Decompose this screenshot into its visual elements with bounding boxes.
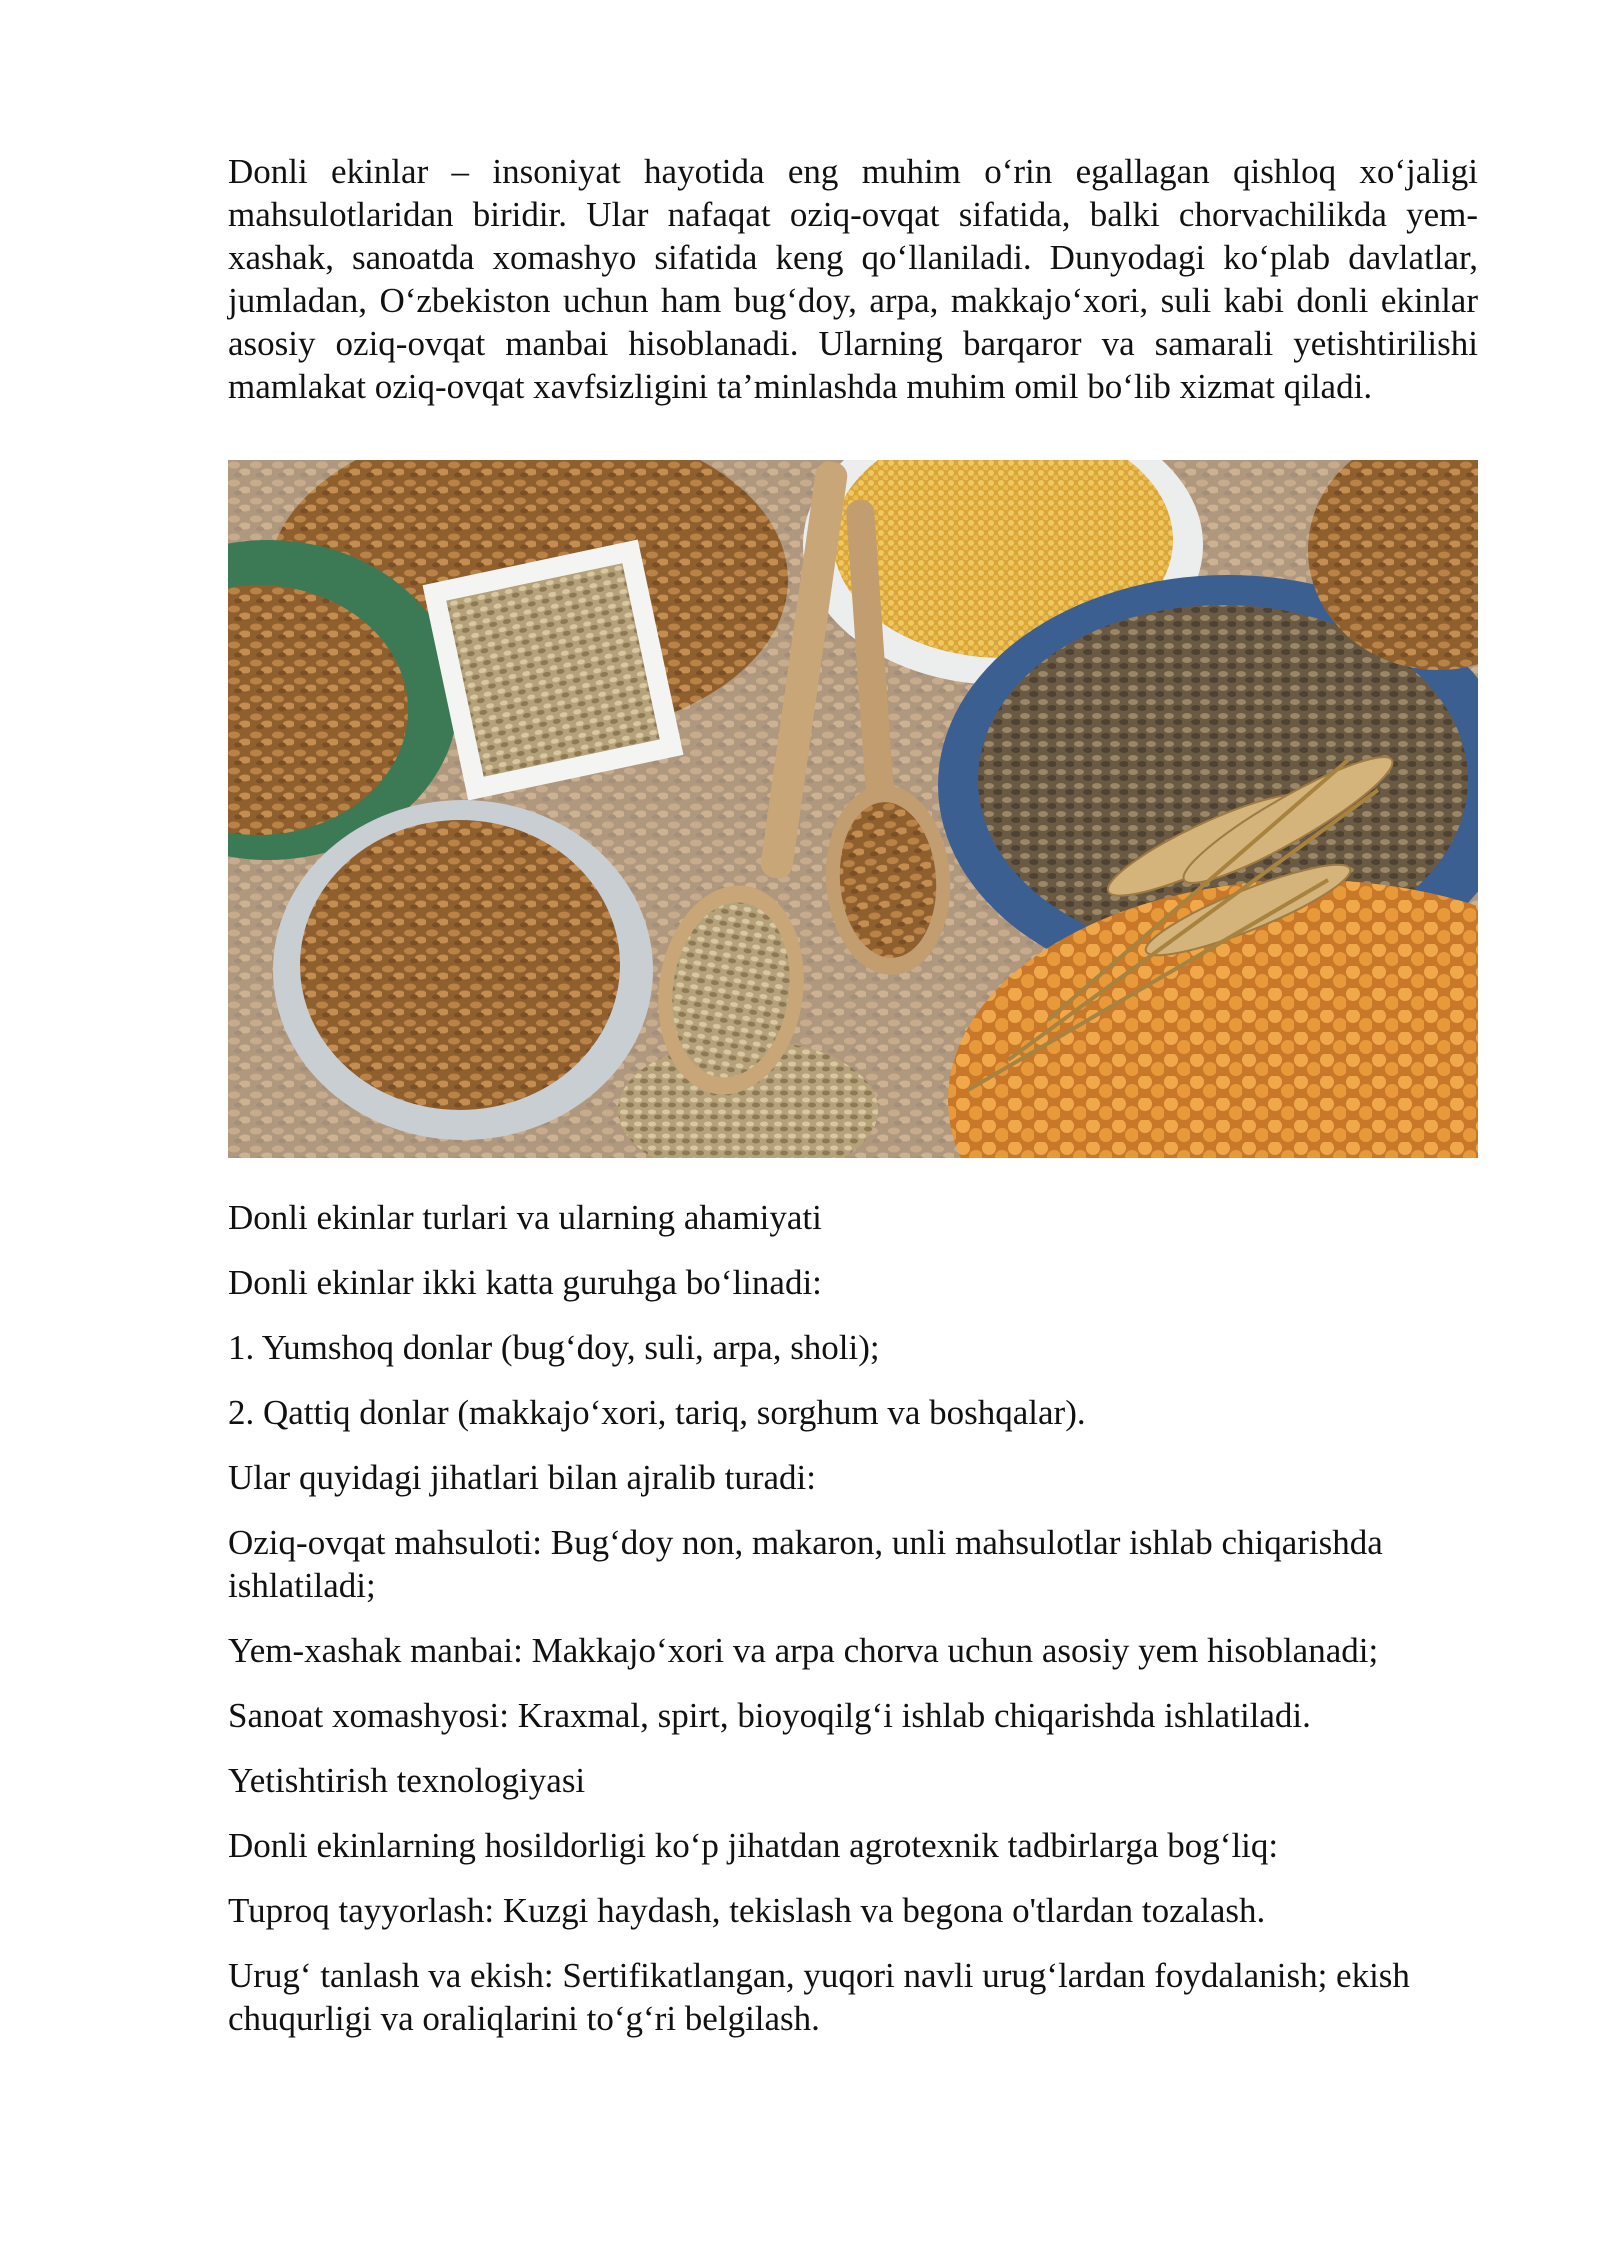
paragraph-productivity: Donli ekinlarning hosildorligi ko‘p jihatdan agrotexnik tadbirlarga bog‘liq: xyxy=(228,1826,1279,1865)
paragraph-industrial-raw: Sanoat xomashyosi: Kraxmal, spirt, bioyoqilg‘i ishlab chiqarishda ishlatiladi. xyxy=(228,1696,1311,1735)
list-item-soft-grains: 1. Yumshoq donlar (bug‘doy, suli, arpa, sholi); xyxy=(228,1328,880,1367)
paragraph-groups: Donli ekinlar ikki katta guruhga bo‘linadi: xyxy=(228,1263,822,1302)
paragraph-seed-selection: Urug‘ tanlash va ekish: Sertifikatlangan, yuqori navli urug‘lardan foydalanish; ekish chuqurligi va oraliqlarini to‘g‘ri belgilash. xyxy=(228,1956,1410,2038)
intro-paragraph: Donli ekinlar – insoniyat hayotida eng muhim o‘rin egallagan qishloq xo‘jaligi mahsulotlaridan biridir. Ular nafaqat oziq-ovqat sifatida, balki chorvachilikda yem-xashak, sanoatda xomashyo sifatida keng qo‘llaniladi. Dunyodagi ko‘plab davlatlar, jumladan, O‘zbekiston uchun ham bug‘doy, arpa, makkajo‘xori, suli kabi donli ekinlar asosiy oziq-ovqat manbai hisoblanadi. Ularning barqaror va samarali yetishtirilishi mamlakat oziq-ovqat xavfsizligini ta’minlashda muhim omil bo‘lib xizmat qiladi. xyxy=(228,152,1478,406)
section-heading-types: Donli ekinlar turlari va ularning ahamiyati xyxy=(228,1198,822,1237)
grains-photo xyxy=(228,460,1478,1158)
paragraph-fodder-source: Yem-xashak manbai: Makkajo‘xori va arpa chorva uchun asosiy yem hisoblanadi; xyxy=(228,1631,1379,1670)
list-item-hard-grains: 2. Qattiq donlar (makkajo‘xori, tariq, sorghum va boshqalar). xyxy=(228,1393,1086,1432)
section-heading-technology: Yetishtirish texnologiyasi xyxy=(228,1761,586,1800)
document-content xyxy=(228,150,1478,2062)
paragraph-distinguished: Ular quyidagi jihatlari bilan ajralib turadi: xyxy=(228,1458,817,1497)
paragraph-soil-preparation: Tuproq tayyorlash: Kuzgi haydash, tekislash va begona o'tlardan tozalash. xyxy=(228,1891,1266,1930)
paragraph-food-product: Oziq-ovqat mahsuloti: Bug‘doy non, makaron, unli mahsulotlar ishlab chiqarishda ishlatiladi; xyxy=(228,1523,1383,1605)
